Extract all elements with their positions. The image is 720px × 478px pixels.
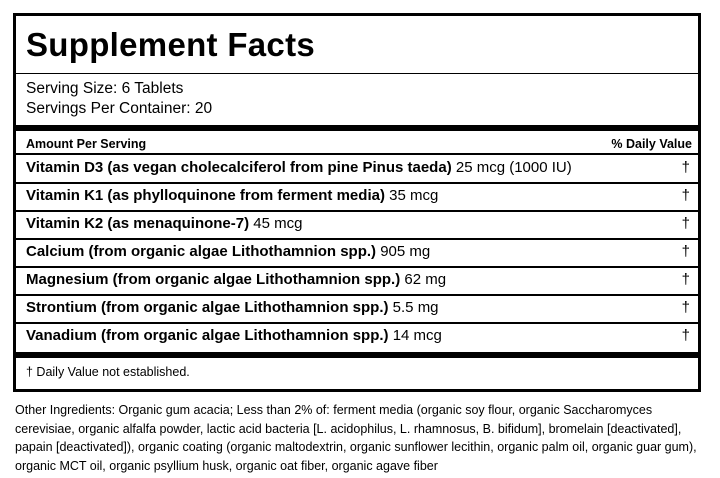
nutrient-amount: 5.5 mg: [392, 299, 439, 316]
daily-value-header: % Daily Value: [611, 137, 692, 151]
nutrient-name: Vanadium (from organic algae Lithothamnion spp.) 14 mcg: [26, 327, 442, 344]
thick-divider: [16, 352, 698, 358]
panel-title: Supplement Facts: [26, 26, 316, 63]
nutrient-amount: 62 mg: [404, 271, 447, 288]
nutrient-dv: †: [681, 327, 690, 344]
nutrient-name: Vitamin D3 (as vegan cholecalciferol from pine Pinus taeda) 25 mcg (1000 IU): [26, 159, 572, 176]
amount-per-serving-header: Amount Per Serving: [26, 137, 147, 151]
nutrient-amount: 35 mcg: [389, 187, 439, 204]
nutrient-row: [16, 295, 698, 321]
nutrient-row: [16, 239, 698, 265]
nutrient-dv: †: [681, 299, 690, 316]
nutrient-amount: 14 mcg: [392, 327, 442, 344]
nutrient-dv: †: [681, 271, 690, 288]
nutrient-row: [16, 323, 698, 349]
thick-divider: [16, 125, 698, 131]
nutrient-name: Vitamin K1 (as phylloquinone from ferment media) 35 mcg: [26, 187, 439, 204]
divider: [16, 73, 698, 74]
nutrient-row: [16, 155, 698, 181]
servings-per-container: Servings Per Container: 20: [26, 100, 213, 117]
nutrient-amount: 45 mcg: [253, 215, 303, 232]
nutrient-dv: †: [681, 243, 690, 260]
nutrient-name: Vitamin K2 (as menaquinone-7) 45 mcg: [26, 215, 303, 232]
nutrient-amount: 25 mcg (1000 IU): [455, 159, 572, 176]
footnote: † Daily Value not established.: [26, 365, 190, 379]
nutrient-row: [16, 267, 698, 293]
nutrient-amount: 905 mg: [380, 243, 431, 260]
nutrient-name: Calcium (from organic algae Lithothamnion spp.) 905 mg: [26, 243, 431, 260]
nutrient-name: Strontium (from organic algae Lithothamnion spp.) 5.5 mg: [26, 299, 439, 316]
nutrient-dv: †: [681, 215, 690, 232]
nutrient-dv: †: [681, 187, 690, 204]
nutrient-row: [16, 211, 698, 237]
nutrient-name: Magnesium (from organic algae Lithothamnion spp.) 62 mg: [26, 271, 447, 288]
supplement-facts-panel: [13, 13, 701, 392]
other-ingredients: Other Ingredients: Organic gum acacia; Less than 2% of: ferment media (organic soy flour, organic Saccharomyces cerevisiae, organic alfalfa powder, lactic acid bacteria [L. acidophilus, L. rhamnosus, B. bifidum], bromelain [deactivated], papain [deactivated]), organic coating (organic maltodextrin, organic sunflower lecithin, organic palm oil, organic guar gum), organic MCT oil, organic psyllium husk, organic oat fiber, organic agave fiber: [15, 403, 697, 473]
serving-size: Serving Size: 6 Tablets: [26, 80, 184, 97]
nutrient-row: [16, 183, 698, 209]
nutrient-dv: †: [681, 159, 690, 176]
